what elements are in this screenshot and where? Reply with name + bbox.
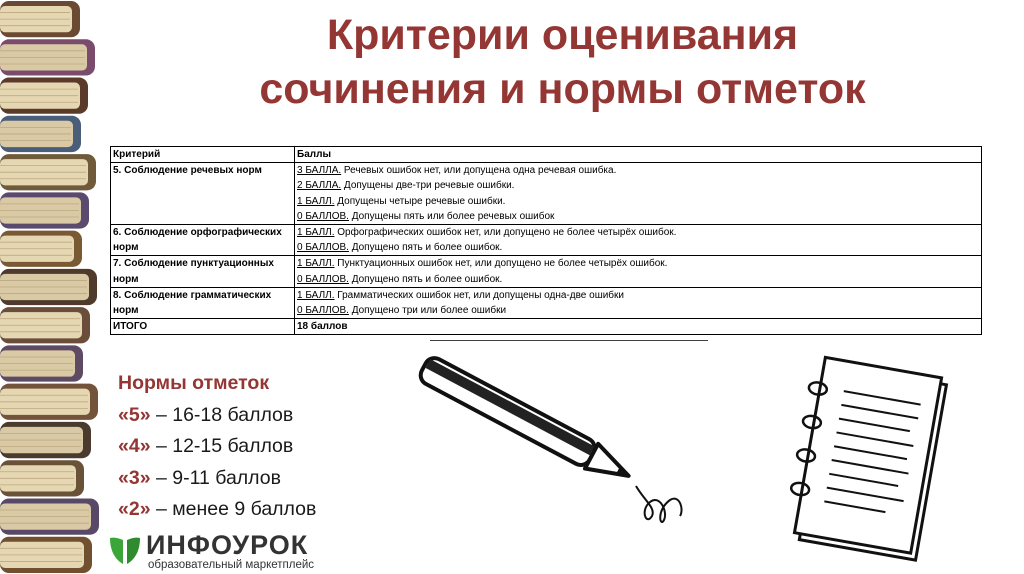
pencil-icon	[418, 340, 718, 530]
table-row	[111, 256, 982, 287]
table-row	[111, 225, 982, 256]
title-line-2: сочинения и нормы отметок	[259, 65, 866, 113]
points-cell	[295, 287, 982, 318]
header-points: Баллы	[295, 147, 982, 163]
norm-item: «4» – 12-15 баллов	[118, 435, 294, 457]
notebook-icon	[776, 350, 956, 572]
point-line: 0 БАЛЛОВ. Допущено три или более ошибки	[297, 305, 507, 317]
norm-item: «2» – менее 9 баллов	[118, 498, 317, 520]
point-line: 0 БАЛЛОВ. Допущено пять и более ошибок.	[297, 242, 503, 254]
criteria-table	[110, 146, 982, 335]
header-criterion: Критерий	[111, 147, 295, 163]
table-row	[111, 163, 982, 225]
criterion-cell: 5. Соблюдение речевых норм	[111, 163, 295, 225]
grading-norms	[118, 368, 316, 526]
infourok-logo	[108, 530, 368, 574]
norm-item: «3» – 9-11 баллов	[118, 466, 281, 489]
total-label: ИТОГО	[111, 319, 295, 335]
point-line: 1 БАЛЛ. Допущены четыре речевые ошибки.	[297, 195, 506, 207]
points-cell	[295, 163, 982, 225]
table-header-row	[111, 147, 982, 163]
table-row	[111, 287, 982, 318]
norms-heading: Нормы отметок	[118, 372, 270, 394]
norm-item: «5» – 16-18 баллов	[118, 403, 294, 426]
title-line-1: Критерии оценивания	[326, 11, 799, 59]
criterion-cell: 8. Соблюдение грамматических норм	[111, 287, 295, 318]
page-title	[110, 8, 1015, 116]
point-line: 2 БАЛЛА. Допущены две-три речевые ошибки.	[297, 180, 515, 192]
criterion-cell: 6. Соблюдение орфографических норм	[111, 225, 295, 256]
point-line: 0 БАЛЛОВ. Допущены пять или более речевых ошибок	[297, 210, 555, 222]
point-line: 0 БАЛЛОВ. Допущено пять и более ошибок.	[297, 273, 503, 285]
infourok-logo-icon	[108, 530, 142, 570]
point-line: 1 БАЛЛ. Пунктуационных ошибок нет, или допущено не более четырёх ошибок.	[297, 258, 668, 270]
point-line: 1 БАЛЛ. Грамматических ошибок нет, или допущены одна-две ошибки	[297, 289, 624, 301]
criterion-cell: 7. Соблюдение пунктуационных норм	[111, 256, 295, 287]
total-value: 18 баллов	[295, 319, 982, 335]
table-total-row	[111, 319, 982, 335]
logo-word: ИНФОУРОК	[146, 530, 309, 560]
point-line: 3 БАЛЛА. Речевых ошибок нет, или допущена одна речевая ошибка.	[297, 165, 617, 177]
logo-tagline: образовательный маркетплейс	[148, 559, 315, 571]
book-stack-icon	[0, 0, 108, 574]
point-line: 1 БАЛЛ. Орфографических ошибок нет, или допущено не более четырёх ошибок.	[297, 227, 677, 239]
points-cell	[295, 225, 982, 256]
points-cell	[295, 256, 982, 287]
